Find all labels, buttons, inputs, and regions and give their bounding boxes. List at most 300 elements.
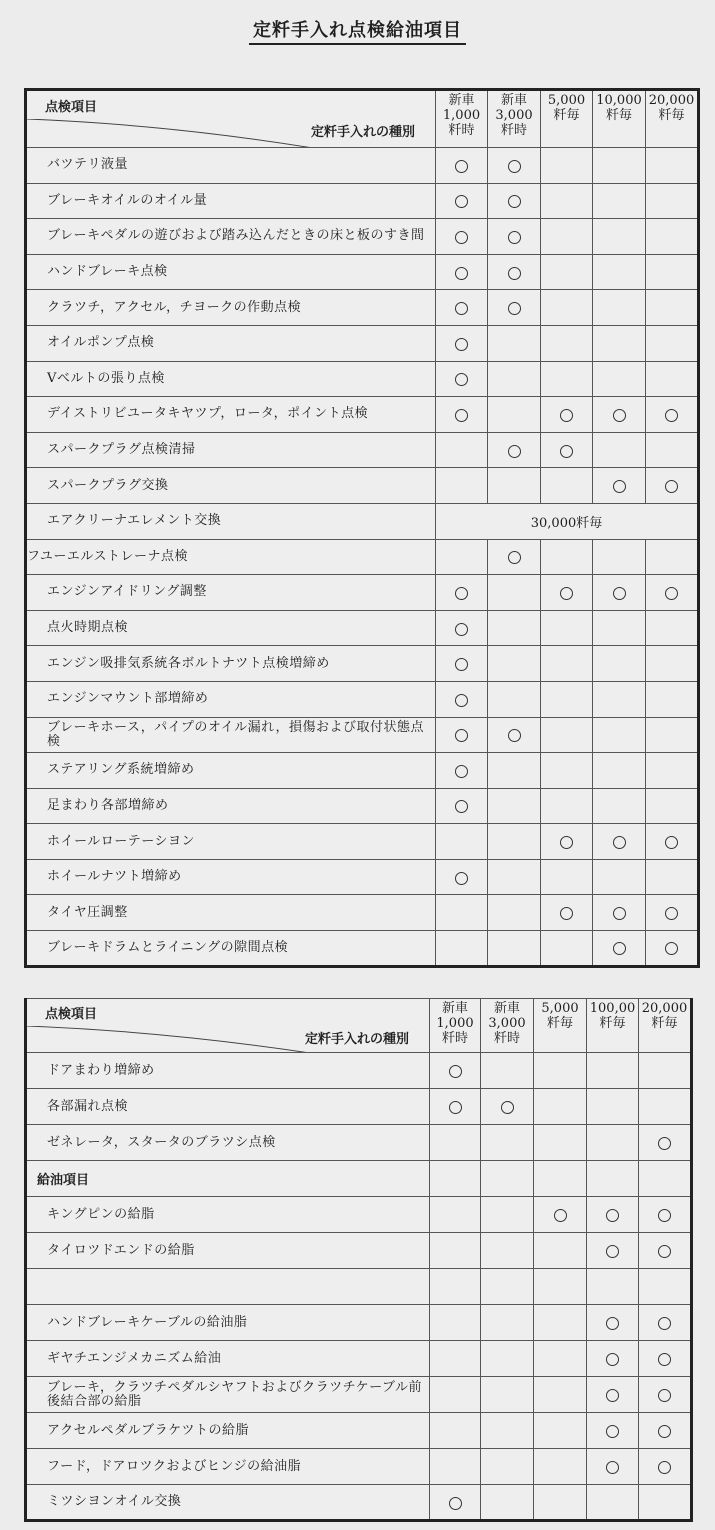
mark-cell (646, 681, 699, 717)
item-name: ブレーキホース，パイプのオイル漏れ，損傷および取付状態点検 (26, 717, 436, 753)
table-row (26, 931, 699, 967)
mark-cell (534, 1449, 587, 1485)
circle-mark-icon (455, 373, 468, 386)
item-name: ドアまわり増締め (26, 1053, 430, 1089)
circle-mark-icon (658, 1245, 671, 1258)
circle-mark-icon (508, 160, 521, 173)
maintenance-table-2 (24, 998, 693, 1522)
mark-cell (430, 1125, 481, 1161)
mark-cell (593, 397, 646, 433)
table-row (26, 254, 699, 290)
item-name: ブレーキ，クラツチペダルシヤフトおよびクラツチケーブル前後結合部の給脂 (26, 1377, 430, 1413)
circle-mark-icon (658, 1353, 671, 1366)
mark-cell (587, 1089, 639, 1125)
mark-cell (541, 575, 593, 611)
item-name: ブレーキドラムとライニングの隙間点検 (26, 931, 436, 967)
mark-cell (430, 1053, 481, 1089)
mark-cell (436, 361, 488, 397)
item-name: エンジン吸排気系統各ボルトナツト点検増締め (26, 646, 436, 682)
circle-mark-icon (665, 836, 678, 849)
mark-cell (646, 753, 699, 789)
item-name: ステアリング系統増締め (26, 753, 436, 789)
table-row (26, 432, 699, 468)
circle-mark-icon (455, 338, 468, 351)
mark-cell (430, 1269, 481, 1305)
mark-cell (541, 397, 593, 433)
mark-cell (593, 183, 646, 219)
mark-cell (481, 1089, 534, 1125)
col-header: 20,000 粁毎 (646, 90, 699, 148)
mark-cell (488, 539, 541, 575)
table-row (26, 1269, 692, 1305)
table-row (26, 148, 699, 184)
mark-cell (646, 219, 699, 255)
mark-cell (646, 646, 699, 682)
mark-cell (488, 788, 541, 824)
mark-cell (646, 575, 699, 611)
mark-cell (488, 681, 541, 717)
mark-cell (593, 325, 646, 361)
circle-mark-icon (455, 694, 468, 707)
circle-mark-icon (455, 231, 468, 244)
mark-cell (646, 788, 699, 824)
mark-cell (534, 1485, 587, 1521)
mark-cell (436, 148, 488, 184)
mark-cell (541, 468, 593, 504)
mark-cell (430, 1161, 481, 1197)
table-row (26, 824, 699, 860)
circle-mark-icon (508, 551, 521, 564)
table-row (26, 325, 699, 361)
mark-cell (436, 468, 488, 504)
mark-cell (639, 1377, 692, 1413)
table-row (26, 1197, 692, 1233)
circle-mark-icon (658, 1461, 671, 1474)
table-row (26, 1413, 692, 1449)
mark-cell (534, 1089, 587, 1125)
table-row (26, 1377, 692, 1413)
mark-cell (593, 646, 646, 682)
mark-cell (541, 539, 593, 575)
circle-mark-icon (613, 409, 626, 422)
circle-mark-icon (606, 1389, 619, 1402)
mark-cell (488, 148, 541, 184)
circle-mark-icon (455, 800, 468, 813)
item-name: バツテリ液量 (26, 148, 436, 184)
mark-cell (534, 1161, 587, 1197)
circle-mark-icon (449, 1101, 462, 1114)
mark-cell (646, 717, 699, 753)
circle-mark-icon (665, 907, 678, 920)
mark-cell (488, 183, 541, 219)
mark-cell (541, 183, 593, 219)
mark-cell (488, 931, 541, 967)
circle-mark-icon (455, 658, 468, 671)
circle-mark-icon (508, 195, 521, 208)
circle-mark-icon (613, 836, 626, 849)
mark-cell (639, 1413, 692, 1449)
mark-cell (541, 753, 593, 789)
table-row (26, 681, 699, 717)
circle-mark-icon (613, 942, 626, 955)
circle-mark-icon (606, 1317, 619, 1330)
item-name: エンジンアイドリング調整 (26, 575, 436, 611)
item-name (26, 1269, 430, 1305)
mark-cell (534, 1413, 587, 1449)
mark-cell (436, 610, 488, 646)
mark-cell (436, 824, 488, 860)
mark-cell (646, 361, 699, 397)
mark-cell (534, 1269, 587, 1305)
mark-cell (593, 148, 646, 184)
mark-cell (593, 432, 646, 468)
col-header: 5,000 粁毎 (534, 999, 587, 1053)
mark-cell (639, 1233, 692, 1269)
mark-cell (436, 432, 488, 468)
mark-cell (541, 219, 593, 255)
mark-cell (488, 432, 541, 468)
section-row (26, 1161, 692, 1197)
mark-cell (430, 1449, 481, 1485)
mark-cell (488, 717, 541, 753)
mark-cell (587, 1377, 639, 1413)
mark-cell (488, 361, 541, 397)
circle-mark-icon (508, 445, 521, 458)
interval-note: 30,000粁毎 (436, 503, 699, 539)
mark-cell (646, 859, 699, 895)
mark-cell (587, 1269, 639, 1305)
circle-mark-icon (606, 1245, 619, 1258)
item-name: スパークプラグ点検清掃 (26, 432, 436, 468)
mark-cell (646, 325, 699, 361)
mark-cell (488, 895, 541, 931)
circle-mark-icon (455, 587, 468, 600)
mark-cell (541, 610, 593, 646)
mark-cell (593, 681, 646, 717)
table-row (26, 1125, 692, 1161)
mark-cell (436, 717, 488, 753)
mark-cell (488, 859, 541, 895)
table-row (26, 219, 699, 255)
mark-cell (587, 1233, 639, 1269)
circle-mark-icon (613, 480, 626, 493)
mark-cell (646, 290, 699, 326)
table-row (26, 503, 699, 539)
mark-cell (481, 1161, 534, 1197)
mark-cell (534, 1197, 587, 1233)
mark-cell (488, 397, 541, 433)
mark-cell (534, 1341, 587, 1377)
mark-cell (587, 1053, 639, 1089)
mark-cell (646, 824, 699, 860)
circle-mark-icon (658, 1317, 671, 1330)
circle-mark-icon (449, 1065, 462, 1078)
mark-cell (436, 681, 488, 717)
mark-cell (430, 1233, 481, 1269)
col-header: 新車 3,000 粁時 (481, 999, 534, 1053)
col-header: 100,00 粁毎 (587, 999, 639, 1053)
mark-cell (481, 1053, 534, 1089)
mark-cell (639, 1449, 692, 1485)
mark-cell (639, 1269, 692, 1305)
mark-cell (541, 859, 593, 895)
table-row (26, 1449, 692, 1485)
circle-mark-icon (455, 195, 468, 208)
item-name: ホイールローテーシヨン (26, 824, 436, 860)
mark-cell (541, 681, 593, 717)
col-header: 新車 1,000 粁時 (436, 90, 488, 148)
mark-cell (639, 1161, 692, 1197)
table-row (26, 1053, 692, 1089)
mark-cell (534, 1053, 587, 1089)
mark-cell (593, 717, 646, 753)
mark-cell (481, 1197, 534, 1233)
item-name: ギヤチエンジメカニズム給油 (26, 1341, 430, 1377)
mark-cell (430, 1197, 481, 1233)
table-row (26, 397, 699, 433)
circle-mark-icon (658, 1389, 671, 1402)
mark-cell (587, 1485, 639, 1521)
mark-cell (587, 1413, 639, 1449)
mark-cell (430, 1089, 481, 1125)
mark-cell (646, 397, 699, 433)
circle-mark-icon (665, 409, 678, 422)
mark-cell (488, 575, 541, 611)
circle-mark-icon (455, 623, 468, 636)
table-row (26, 1341, 692, 1377)
table-row (26, 183, 699, 219)
mark-cell (534, 1377, 587, 1413)
mark-cell (646, 432, 699, 468)
header-corner (26, 999, 430, 1053)
mark-cell (639, 1197, 692, 1233)
circle-mark-icon (508, 231, 521, 244)
circle-mark-icon (560, 587, 573, 600)
circle-mark-icon (508, 729, 521, 742)
circle-mark-icon (508, 302, 521, 315)
item-name: デイストリビユータキヤツプ，ロータ，ポイント点検 (26, 397, 436, 433)
item-name: 各部漏れ点検 (26, 1089, 430, 1125)
mark-cell (541, 254, 593, 290)
mark-cell (436, 788, 488, 824)
section-label: 給油項目 (26, 1161, 430, 1197)
mark-cell (436, 183, 488, 219)
table-row (26, 1485, 692, 1521)
item-name: キングピンの給脂 (26, 1197, 430, 1233)
mark-cell (593, 575, 646, 611)
circle-mark-icon (665, 480, 678, 493)
mark-cell (587, 1449, 639, 1485)
mark-cell (593, 468, 646, 504)
item-name: ハンドブレーキケーブルの給油脂 (26, 1305, 430, 1341)
circle-mark-icon (560, 836, 573, 849)
mark-cell (593, 610, 646, 646)
mark-cell (430, 1377, 481, 1413)
mark-cell (436, 290, 488, 326)
item-name: フード，ドアロツクおよびヒンジの給油脂 (26, 1449, 430, 1485)
col-header: 5,000 粁毎 (541, 90, 593, 148)
mark-cell (593, 788, 646, 824)
mark-cell (430, 1413, 481, 1449)
mark-cell (646, 539, 699, 575)
circle-mark-icon (665, 587, 678, 600)
mark-cell (639, 1125, 692, 1161)
item-name: ブレーキオイルのオイル量 (26, 183, 436, 219)
col-header: 新車 1,000 粁時 (430, 999, 481, 1053)
circle-mark-icon (613, 907, 626, 920)
mark-cell (541, 646, 593, 682)
item-name: ホイールナツト増締め (26, 859, 436, 895)
circle-mark-icon (455, 729, 468, 742)
mark-cell (488, 468, 541, 504)
mark-cell (593, 539, 646, 575)
mark-cell (541, 931, 593, 967)
item-name: クラツチ，アクセル，チヨークの作動点検 (26, 290, 436, 326)
page-title: 定粁手入れ点検給油項目 (0, 16, 715, 42)
circle-mark-icon (560, 445, 573, 458)
table-row (26, 859, 699, 895)
mark-cell (436, 397, 488, 433)
mark-cell (534, 1305, 587, 1341)
mark-cell (430, 1341, 481, 1377)
item-name: タイヤ圧調整 (26, 895, 436, 931)
item-name: 点火時期点検 (26, 610, 436, 646)
item-name: オイルポンプ点検 (26, 325, 436, 361)
mark-cell (646, 895, 699, 931)
mark-cell (541, 717, 593, 753)
mark-cell (436, 539, 488, 575)
item-name: ミツシヨンオイル交換 (26, 1485, 430, 1521)
table-row (26, 1233, 692, 1269)
mark-cell (593, 361, 646, 397)
mark-cell (481, 1449, 534, 1485)
item-name: ブレーキペダルの遊びおよび踏み込んだときの床と板のすき間 (26, 219, 436, 255)
mark-cell (593, 824, 646, 860)
mark-cell (639, 1089, 692, 1125)
mark-cell (436, 931, 488, 967)
mark-cell (488, 254, 541, 290)
mark-cell (488, 219, 541, 255)
item-name: ゼネレータ，スタータのブラツシ点検 (26, 1125, 430, 1161)
circle-mark-icon (606, 1209, 619, 1222)
circle-mark-icon (613, 587, 626, 600)
table-row (26, 753, 699, 789)
mark-cell (593, 254, 646, 290)
mark-cell (639, 1341, 692, 1377)
circle-mark-icon (455, 872, 468, 885)
mark-cell (481, 1233, 534, 1269)
mark-cell (541, 824, 593, 860)
mark-cell (436, 575, 488, 611)
mark-cell (646, 148, 699, 184)
circle-mark-icon (449, 1497, 462, 1510)
col-header: 20,000 粁毎 (639, 999, 692, 1053)
mark-cell (646, 610, 699, 646)
mark-cell (436, 646, 488, 682)
kind-label: 定粁手入れの種別 (310, 125, 415, 140)
mark-cell (593, 219, 646, 255)
mark-cell (541, 895, 593, 931)
item-name: アクセルペダルブラケツトの給脂 (26, 1413, 430, 1449)
mark-cell (639, 1305, 692, 1341)
mark-cell (646, 468, 699, 504)
table-row (26, 1305, 692, 1341)
mark-cell (593, 859, 646, 895)
kind-label: 定粁手入れの種別 (304, 1031, 409, 1047)
item-label: 点検項目 (45, 1006, 98, 1022)
table-row (26, 788, 699, 824)
mark-cell (436, 325, 488, 361)
mark-cell (488, 325, 541, 361)
circle-mark-icon (554, 1209, 567, 1222)
table-row (26, 468, 699, 504)
item-name: タイロツドエンドの給脂 (26, 1233, 430, 1269)
item-name: ハンドブレーキ点検 (26, 254, 436, 290)
item-name: 足まわり各部増締め (26, 788, 436, 824)
maintenance-table-1 (24, 88, 700, 968)
mark-cell (534, 1233, 587, 1269)
mark-cell (436, 219, 488, 255)
mark-cell (481, 1413, 534, 1449)
mark-cell (541, 325, 593, 361)
mark-cell (593, 753, 646, 789)
mark-cell (481, 1269, 534, 1305)
mark-cell (639, 1485, 692, 1521)
item-name: エンジンマウント部増締め (26, 681, 436, 717)
circle-mark-icon (658, 1209, 671, 1222)
mark-cell (541, 148, 593, 184)
circle-mark-icon (658, 1425, 671, 1438)
circle-mark-icon (455, 267, 468, 280)
item-name: フユーエルストレーナ点検 (26, 539, 436, 575)
header-corner (26, 90, 436, 148)
col-header: 10,000 粁毎 (593, 90, 646, 148)
mark-cell (488, 753, 541, 789)
circle-mark-icon (606, 1353, 619, 1366)
mark-cell (481, 1377, 534, 1413)
circle-mark-icon (501, 1101, 514, 1114)
mark-cell (541, 290, 593, 326)
item-label: 点検項目 (45, 100, 98, 115)
mark-cell (436, 254, 488, 290)
mark-cell (587, 1305, 639, 1341)
mark-cell (436, 859, 488, 895)
circle-mark-icon (606, 1461, 619, 1474)
circle-mark-icon (455, 302, 468, 315)
table-row (26, 610, 699, 646)
item-name: Vベルトの張り点検 (26, 361, 436, 397)
mark-cell (488, 610, 541, 646)
mark-cell (481, 1341, 534, 1377)
mark-cell (436, 895, 488, 931)
circle-mark-icon (560, 409, 573, 422)
mark-cell (488, 646, 541, 682)
mark-cell (593, 931, 646, 967)
mark-cell (587, 1341, 639, 1377)
mark-cell (481, 1125, 534, 1161)
mark-cell (488, 824, 541, 860)
table-row (26, 361, 699, 397)
item-name: エアクリーナエレメント交換 (26, 503, 436, 539)
mark-cell (541, 788, 593, 824)
mark-cell (430, 1485, 481, 1521)
table-row (26, 290, 699, 326)
circle-mark-icon (455, 160, 468, 173)
mark-cell (646, 931, 699, 967)
mark-cell (593, 290, 646, 326)
table-row (26, 1089, 692, 1125)
circle-mark-icon (560, 907, 573, 920)
